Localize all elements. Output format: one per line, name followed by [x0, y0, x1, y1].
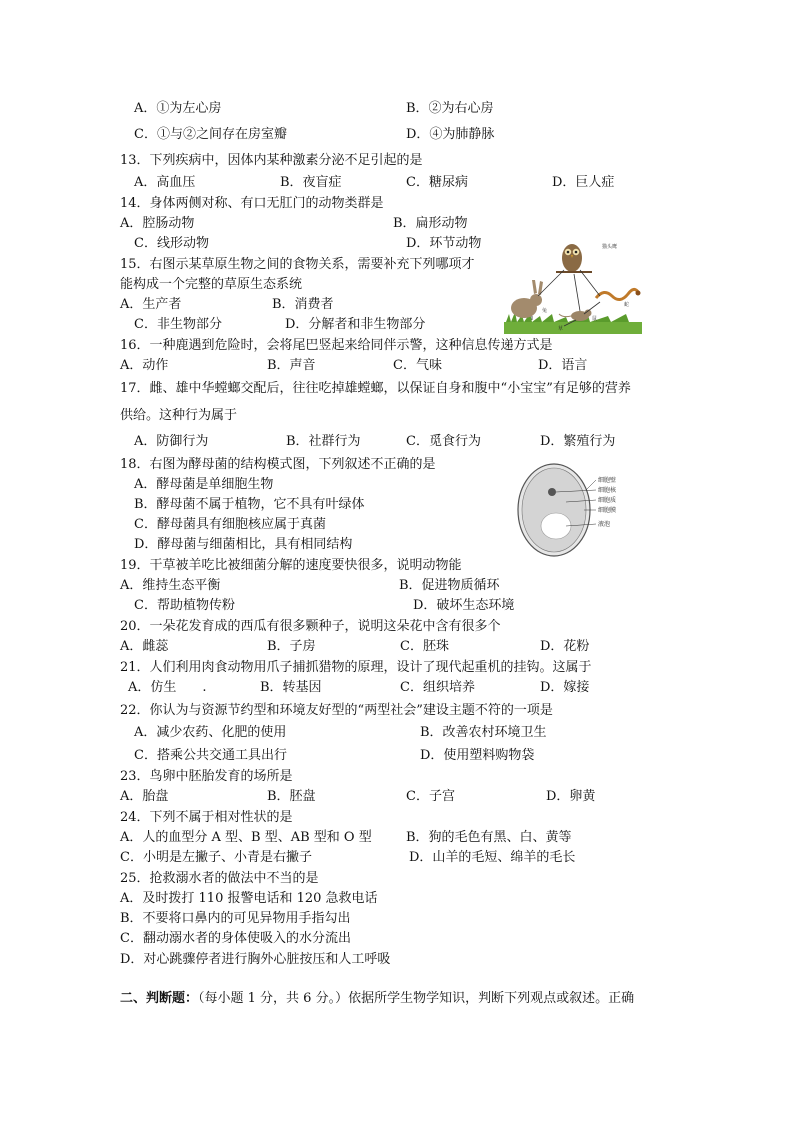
yeast-cell-figure — [516, 462, 638, 558]
q17-option-d: D．繁殖行为 — [540, 434, 616, 449]
q18-stem: 18．右图为酵母菌的结构模式图，下列叙述不正确的是 — [120, 457, 436, 472]
q24-option-a: A．人的血型分 A 型、B 型、AB 型和 O 型 — [120, 830, 372, 845]
q13-option-a: A．高血压 — [134, 175, 196, 190]
q24-stem: 24．下列不属于相对性状的是 — [120, 810, 293, 825]
q16-option-b: B．声音 — [267, 358, 316, 373]
fig-label-mouse: 鼠 — [592, 316, 598, 322]
q13-stem: 13．下列疾病中，因体内某种激素分泌不足引起的是 — [120, 153, 423, 168]
q18-option-d: D．酵母菌与细菌相比，具有相同结构 — [134, 537, 353, 552]
q20-stem: 20．一朵花发育成的西瓜有很多颗种子，说明这朵花中含有很多个 — [120, 619, 501, 634]
q18-option-b: B．酵母菌不属于植物，它不具有叶绿体 — [134, 497, 365, 512]
label-cytoplasm: 细胞质 — [598, 497, 617, 504]
q14-option-c: C．线形动物 — [134, 236, 209, 251]
q23-option-d: D．卵黄 — [546, 789, 596, 804]
fig-label-rabbit: 兔 — [542, 308, 548, 314]
q17-stem-line1: 17．雌、雄中华螳螂交配后，往往吃掉雄螳螂，以保证自身和腹中“小宝宝”有足够的营养 — [120, 381, 631, 396]
q20-option-a: A．雌蕊 — [120, 639, 169, 654]
q12-option-d: D．④为肺静脉 — [406, 127, 495, 142]
q21-option-a: A．仿生 . — [128, 680, 207, 695]
section2-title: 二、判断题： — [120, 991, 199, 1006]
q20-option-b: B．子房 — [267, 639, 316, 654]
q22-option-c: C．搭乘公共交通工具出行 — [134, 748, 287, 763]
q23-option-c: C．子宫 — [406, 789, 455, 804]
q15-option-d: D．分解者和非生物部分 — [285, 317, 426, 332]
q21-option-c: C．组织培养 — [400, 680, 475, 695]
q17-option-a: A．防御行为 — [134, 434, 209, 449]
q22-option-a: A．减少农药、化肥的使用 — [134, 725, 287, 740]
cell-membrane — [522, 468, 586, 552]
q14-option-d: D．环节动物 — [406, 236, 482, 251]
q19-option-a: A．维持生态平衡 — [120, 578, 221, 593]
q14-stem: 14．身体两侧对称、有口无肛门的动物类群是 — [120, 196, 384, 211]
q15-option-c: C．非生物部分 — [134, 317, 222, 332]
q22-stem: 22．你认为与资源节约型和环境友好型的“两型社会”建设主题不符的一项是 — [120, 703, 553, 718]
q22-option-b: B．改善农村环境卫生 — [420, 725, 547, 740]
q12-option-b: B．②为右心房 — [406, 101, 494, 116]
q15-option-b: B．消费者 — [272, 297, 334, 312]
q12-option-a: A．①为左心房 — [134, 101, 222, 116]
q23-option-b: B．胚盘 — [267, 789, 316, 804]
fig-label-grass: 草 — [558, 326, 564, 332]
q16-option-c: C．气味 — [393, 358, 442, 373]
q14-option-a: A．腔肠动物 — [120, 216, 195, 231]
q15-stem-line1: 15．右图示某草原生物之间的食物关系，需要补充下列哪项才 — [120, 257, 475, 272]
q21-stem: 21．人们利用肉食动物用爪子捕抓猎物的原理，设计了现代起重机的挂钩。这属于 — [120, 660, 592, 675]
q15-stem-line2: 能构成一个完整的草原生态系统 — [120, 277, 303, 292]
q21-option-d: D．嫁接 — [540, 680, 590, 695]
q20-option-d: D．花粉 — [540, 639, 590, 654]
q24-option-d: D．山羊的毛短、绵羊的毛长 — [409, 850, 576, 865]
grass-ground — [504, 322, 642, 334]
food-web-figure — [504, 236, 642, 334]
q21-option-b: B．转基因 — [260, 680, 322, 695]
q13-option-c: C．糖尿病 — [406, 175, 468, 190]
q18-option-c: C．酵母菌具有细胞核应属于真菌 — [134, 517, 326, 532]
label-cell-wall: 细胞壁 — [598, 477, 617, 484]
fig-label-snake: 蛇 — [624, 302, 630, 308]
fig-label-owl: 猫头鹰 — [602, 244, 618, 250]
cell-nucleus — [548, 488, 556, 496]
q18-option-a: A．酵母菌是单细胞生物 — [134, 477, 274, 492]
q16-option-d: D．语言 — [538, 358, 588, 373]
q14-option-b: B．扁形动物 — [393, 216, 468, 231]
q17-stem-line2: 供给。这种行为属于 — [120, 408, 238, 423]
q24-option-c: C．小明是左撇子、小青是右撇子 — [120, 850, 312, 865]
q25-option-d: D．对心跳骤停者进行胸外心脏按压和人工呼吸 — [120, 952, 391, 967]
q16-stem: 16．一种鹿遇到危险时，会将尾巴竖起来给同伴示警，这种信息传递方式是 — [120, 338, 553, 353]
section2-heading — [120, 990, 634, 1008]
q19-option-b: B．促进物质循环 — [399, 578, 500, 593]
label-vacuole: 液泡 — [598, 521, 611, 528]
q23-option-a: A．胎盘 — [120, 789, 169, 804]
q13-option-b: B．夜盲症 — [280, 175, 342, 190]
q25-option-b: B．不要将口鼻内的可见异物用手指勾出 — [120, 911, 351, 926]
q19-option-d: D．破坏生态环境 — [413, 598, 515, 613]
q25-option-a: A．及时拨打 110 报警电话和 120 急救电话 — [120, 891, 378, 906]
q22-option-d: D．使用塑料购物袋 — [420, 748, 535, 763]
q16-option-a: A．动作 — [120, 358, 169, 373]
q23-stem: 23．鸟卵中胚胎发育的场所是 — [120, 769, 293, 784]
q13-option-d: D．巨人症 — [552, 175, 615, 190]
q25-stem: 25．抢救溺水者的做法中不当的是 — [120, 871, 319, 886]
q12-option-c: C．①与②之间存在房室瓣 — [134, 127, 287, 142]
q15-option-a: A．生产者 — [120, 297, 182, 312]
q20-option-c: C．胚珠 — [400, 639, 449, 654]
q17-option-c: C．觅食行为 — [406, 434, 481, 449]
q17-option-b: B．社群行为 — [286, 434, 361, 449]
q19-stem: 19．干草被羊吃比被细菌分解的速度要快很多，说明动物能 — [120, 558, 462, 573]
label-cell-nucleus: 细胞核 — [598, 487, 617, 494]
section2-description: （每小题 1 分，共 6 分。）依据所学生物学知识，判断下列观点或叙述。正确 — [198, 991, 635, 1006]
q24-option-b: B．狗的毛色有黑、白、黄等 — [406, 830, 572, 845]
q25-option-c: C．翻动溺水者的身体使吸入的水分流出 — [120, 931, 351, 946]
label-cell-membrane: 细胞膜 — [598, 507, 617, 514]
q19-option-c: C．帮助植物传粉 — [134, 598, 235, 613]
